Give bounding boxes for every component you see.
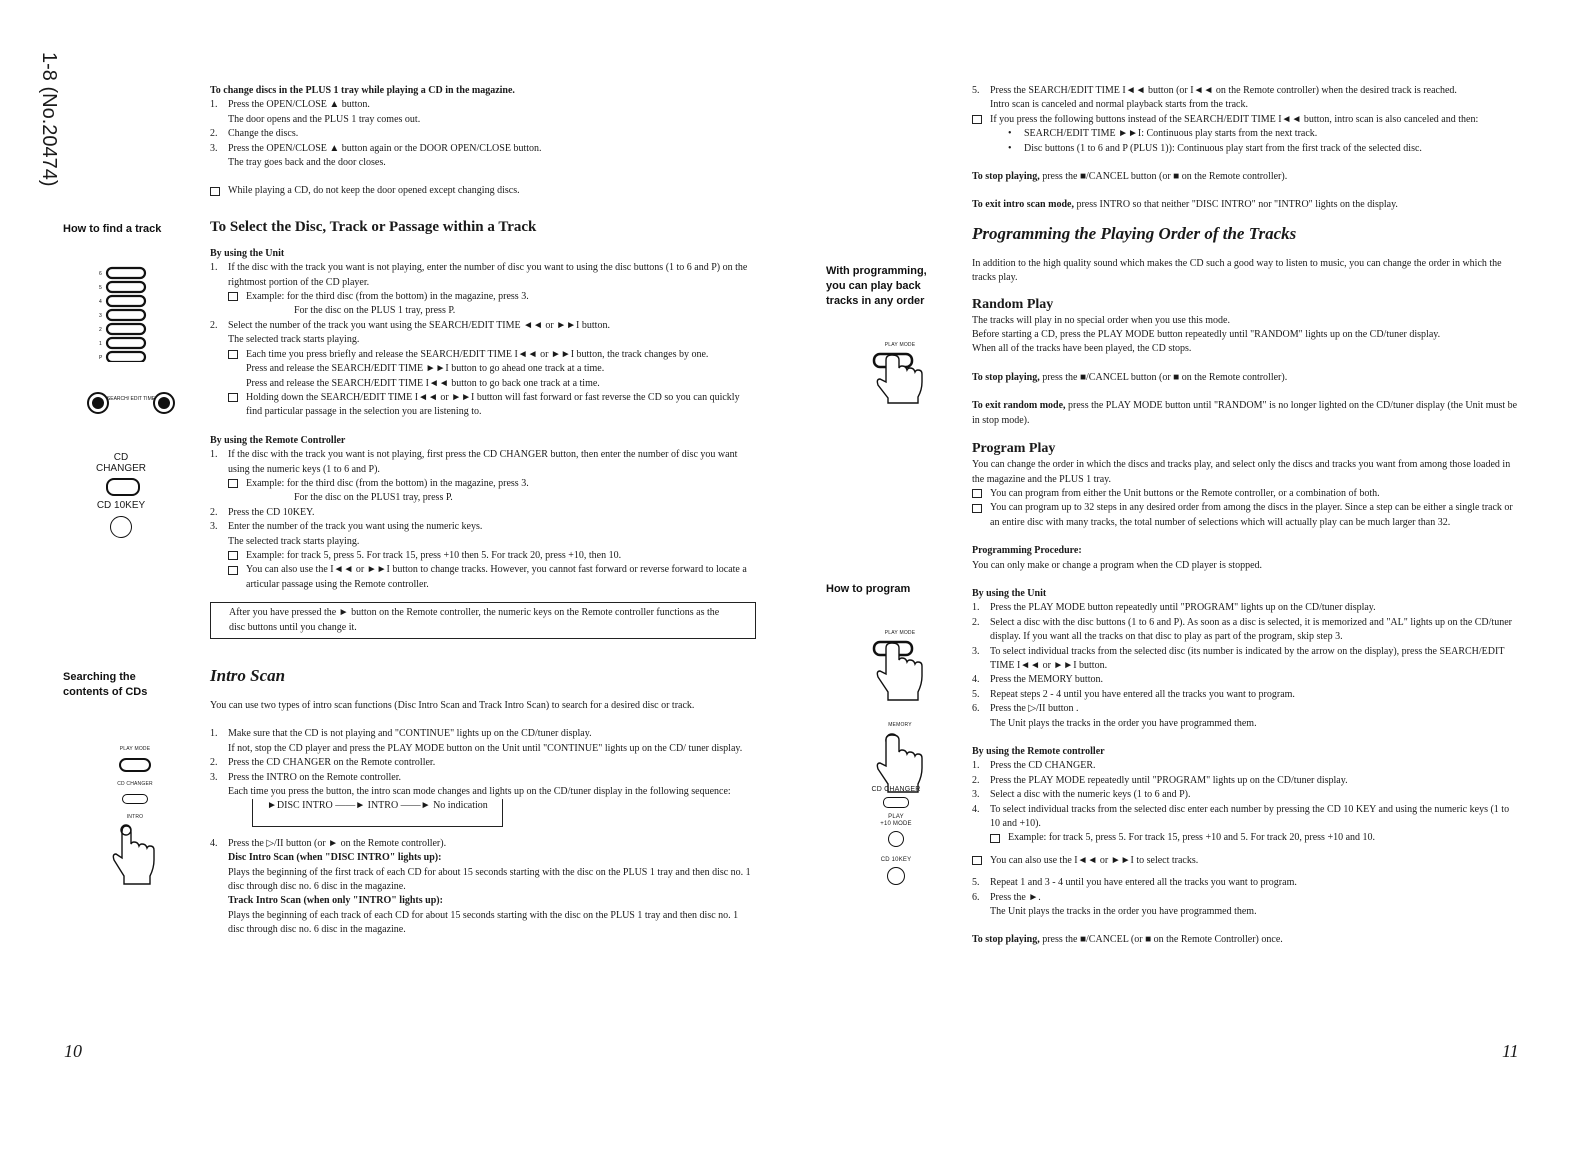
program-unit-step: To select individual tracks from the selected disc (its number is indicated by the arrow on the display), press the SEARCH/EDIT TIME I◄◄ or ►►I button. bbox=[990, 645, 1505, 671]
exit-random-label: To exit random mode, bbox=[972, 400, 1066, 412]
bullet-icon: • bbox=[1008, 128, 1012, 140]
search-edit-label: SEARCH/ EDIT TIME bbox=[106, 396, 156, 402]
program-unit-step: Select a disc with the disc buttons (1 to 6 and P). As soon as a disc is selected, it is memorized and "AL" lights up on the CD/tuner display. If you want all the tracks on that disc to play as part of the program, skip step 3. bbox=[990, 616, 1512, 643]
disc-label: P bbox=[99, 355, 103, 361]
stop-playing-label: To stop playing, bbox=[972, 171, 1040, 183]
exit-random-text: press the PLAY MODE button until "RANDOM" is no longer lighted on the CD/tuner display (the Unit must be in stop mode). bbox=[972, 400, 1518, 426]
intro-remote-illustration bbox=[110, 742, 160, 892]
remote-step-1-example: Example: for the third disc (from the bottom) in the magazine, press 3. bbox=[246, 477, 529, 489]
program-remote-step: Select a disc with the numeric keys (1 to 6 and P). bbox=[990, 789, 1191, 801]
boxed-note: After you have pressed the ► button on the Remote controller, the numeric keys on the Remote controller functions as the disc buttons until you change it. bbox=[210, 602, 756, 639]
stop-playing-text: press the ■/CANCEL (or ■ on the Remote Controller) once. bbox=[1039, 934, 1283, 946]
checkbox-bullet-icon bbox=[990, 834, 1000, 843]
intro-step-2: Press the CD CHANGER on the Remote controller. bbox=[228, 757, 436, 769]
program-remote-note: You can also use the I◄◄ or ►►I to select tracks. bbox=[990, 854, 1199, 866]
play-mode-button-icon bbox=[119, 758, 151, 772]
cd-changer-small-icon bbox=[122, 794, 148, 804]
disc-label: 1 bbox=[99, 341, 102, 347]
cd-10key-button-icon bbox=[110, 516, 132, 538]
intro-lead: You can use two types of intro scan functions (Disc Intro Scan and Track Intro Scan) to search for a desired disc or track. bbox=[210, 700, 695, 711]
change-discs-title: To change discs in the PLUS 1 tray while playing a CD in the magazine. bbox=[210, 85, 515, 96]
procedure-lead: You can only make or change a program when the CD player is stopped. bbox=[972, 559, 1263, 571]
play-mode-label: PLAY MODE bbox=[119, 746, 151, 752]
cd-changer-label: CD CHANGER bbox=[95, 452, 146, 474]
intro-scan-heading: Intro Scan bbox=[210, 666, 286, 685]
cd-10key-small-icon bbox=[887, 867, 905, 885]
program-play-lead: You can change the order in which the discs and tracks play, and select only the discs and tracks you want from among those loaded in the magazine and the PLUS 1 tray. bbox=[972, 459, 1511, 485]
side-heading-find-track: How to find a track bbox=[63, 223, 162, 235]
remote-step-3b: The selected track starts playing. bbox=[228, 535, 360, 547]
checkbox-bullet-icon bbox=[228, 393, 238, 402]
program-play-note-1: You can program from either the Unit buttons or the Remote controller, or a combination of both. bbox=[990, 487, 1380, 499]
unit-step-2: Select the number of the track you want using the SEARCH/EDIT TIME ◄◄ or ►►I button. bbox=[228, 319, 610, 331]
search-edit-illustration bbox=[86, 390, 178, 421]
checkbox-bullet-icon bbox=[228, 551, 238, 560]
play-label: PLAY bbox=[888, 814, 904, 820]
program-unit-step-6b: The Unit plays the tracks in the order you have programmed them. bbox=[990, 717, 1257, 729]
random-play-text-3: When all of the tracks have been played, the CD stops. bbox=[972, 343, 1192, 355]
unit-step-2-note-b: Press and release the SEARCH/EDIT TIME ►►I button to go ahead one track at a time. bbox=[246, 363, 605, 375]
remote-step-1: If the disc with the track you want is not playing, first press the CD CHANGER button, then enter the number of disc you want using the numeric keys (1 to 6 and P). bbox=[228, 449, 738, 475]
program-remote-example: Example: for track 5, press 5. For track 15, press +10 and 5. For track 20, press +10 and 10. bbox=[1008, 832, 1376, 844]
intro-step-1b: If not, stop the CD player and press the PLAY MODE button on the Unit until "CONTINUE" lights up on the CD/ tuner display. bbox=[228, 742, 743, 754]
program-play-note-2: You can program up to 32 steps in any desired order from among the discs in the player. Since a step can be either a single track or an entire disc with many tracks, the total number of selections which will actually play can be much larger than 32. bbox=[990, 502, 1513, 528]
remote-step-2: Press the CD 10KEY. bbox=[228, 506, 315, 518]
side-heading-how-to-program: How to program bbox=[826, 583, 911, 595]
intro-step-5-bullet-1: SEARCH/EDIT TIME ►►I: Continuous play starts from the next track. bbox=[1024, 128, 1318, 140]
stop-playing-label: To stop playing, bbox=[972, 934, 1040, 946]
disc-label: 2 bbox=[99, 327, 102, 333]
page-number-left: 10 bbox=[64, 1041, 82, 1061]
page-number-right: 11 bbox=[1502, 1041, 1519, 1061]
track-intro-text: Plays the beginning of each track of each CD for about 15 seconds starting with the disc on the PLUS 1 tray and then disc no. 1 disc through disc no. 6 disc in the magazine. bbox=[228, 909, 739, 936]
cd-changer-button-icon bbox=[106, 478, 140, 496]
program-unit-illustration bbox=[870, 626, 930, 800]
intro-step-5-note: If you press the following buttons instead of the SEARCH/EDIT TIME I◄◄ button, intro scan is also canceled and then: bbox=[990, 113, 1479, 125]
memory-label: MEMORY bbox=[888, 721, 912, 728]
procedure-title: Programming Procedure: bbox=[972, 545, 1082, 557]
intro-step-5: Press the SEARCH/EDIT TIME I◄◄ button (or I◄◄ on the Remote controller) when the desired track is reached. bbox=[990, 85, 1457, 96]
exit-intro-label: To exit intro scan mode, bbox=[972, 199, 1074, 211]
program-unit-step: Repeat steps 2 - 4 until you have entered all the tracks you want to program. bbox=[990, 688, 1295, 700]
cd-changer-small-icon bbox=[883, 797, 909, 808]
program-remote-step: Press the PLAY MODE repeatedly until "PROGRAM" lights up on the CD/tuner display. bbox=[990, 774, 1348, 786]
checkbox-bullet-icon bbox=[972, 115, 982, 124]
finger-on-play-mode-icon bbox=[870, 640, 930, 702]
stop-playing-text: press the ■/CANCEL button (or ■ on the Remote controller). bbox=[1039, 371, 1288, 383]
intro-label: INTRO bbox=[126, 813, 144, 820]
program-remote-step: Press the CD CHANGER. bbox=[990, 760, 1096, 772]
disc-label: 5 bbox=[99, 285, 102, 291]
bullet-icon: • bbox=[1008, 142, 1012, 154]
change-discs-note: While playing a CD, do not keep the door opened except changing discs. bbox=[228, 185, 520, 197]
program-play-heading: Program Play bbox=[972, 441, 1056, 457]
unit-title: By using the Unit bbox=[210, 247, 285, 259]
finger-on-play-mode-icon bbox=[870, 352, 930, 404]
disc-label: 4 bbox=[99, 299, 102, 305]
random-play-text-1: The tracks will play in no special order when you use this mode. bbox=[972, 314, 1230, 326]
select-heading: To Select the Disc, Track or Passage within a Track bbox=[210, 218, 537, 235]
program-unit-step: Press the PLAY MODE button repeatedly until "PROGRAM" lights up on the CD/tuner display. bbox=[990, 602, 1376, 614]
cd-changer-small-label: CD CHANGER bbox=[871, 786, 921, 793]
program-unit-step: Press the MEMORY button. bbox=[990, 674, 1103, 686]
unit-step-1-example: Example: for the third disc (from the bottom) in the magazine, press 3. bbox=[246, 291, 529, 303]
intro-step-3: Press the INTRO on the Remote controller. bbox=[228, 771, 402, 783]
program-remote-step-6b: The Unit plays the tracks in the order you have programmed them. bbox=[990, 906, 1257, 918]
remote-step-1-example-2: For the disc on the PLUS1 tray, press P. bbox=[294, 492, 453, 504]
intro-step-4: Press the ▷/II button (or ► on the Remote controller). bbox=[228, 837, 447, 849]
unit-step-2-note-2: Holding down the SEARCH/EDIT TIME I◄◄ or ►►I button will fast forward or fast reverse the CD so you can quickly find particular passage in the selection you are listening to. bbox=[246, 391, 740, 418]
remote-title: By using the Remote Controller bbox=[210, 434, 346, 446]
programming-heading: Programming the Playing Order of the Tracks bbox=[972, 223, 1297, 243]
checkbox-bullet-icon bbox=[228, 479, 238, 488]
checkbox-bullet-icon bbox=[210, 187, 220, 196]
intro-sequence: ►DISC INTRO ——► INTRO ——► No indication bbox=[267, 800, 488, 812]
checkbox-bullet-icon bbox=[228, 292, 238, 301]
spine-label: 1-8 (No.20474) bbox=[38, 52, 60, 187]
unit-step-2-note-c: Press and release the SEARCH/EDIT TIME I◄◄ button to go back one track at a time. bbox=[246, 377, 600, 389]
play-mode-label: PLAY MODE bbox=[884, 342, 916, 348]
checkbox-bullet-icon bbox=[972, 504, 982, 513]
program-unit-title: By using the Unit bbox=[972, 587, 1047, 599]
change-discs-step: The door opens and the PLUS 1 tray comes out. bbox=[228, 113, 421, 125]
checkbox-bullet-icon bbox=[972, 489, 982, 498]
change-discs-step: The tray goes back and the door closes. bbox=[228, 157, 386, 169]
remote-step-3-note: You can also use the I◄◄ or ►►I button to change tracks. However, you cannot fast forward or reverse forward to locate a articular passage using the Remote controller. bbox=[246, 564, 747, 590]
program-remote-step: To select individual tracks from the selected disc enter each number by pressing the CD 10 KEY and using the numeric keys (1 to 10 and +10). bbox=[990, 803, 1510, 830]
disc-label: 3 bbox=[99, 313, 102, 319]
program-remote-step: Repeat 1 and 3 - 4 until you have entered all the tracks you want to program. bbox=[990, 877, 1297, 889]
disc-intro-title: Disc Intro Scan (when "DISC INTRO" lights up): bbox=[228, 852, 442, 864]
change-discs-step: Press the OPEN/CLOSE ▲ button again or the DOOR OPEN/CLOSE button. bbox=[228, 142, 542, 154]
right-column: 5. Press the SEARCH/EDIT TIME I◄◄ button (or I◄◄ on the Remote controller) when the desired track is reached. Intro scan is canceled and normal playback starts from the track. If you press the following buttons instead of the SEARCH/EDIT TIME I◄◄ button, intro scan is also canceled and then: • SEARCH/EDIT TIME ►►I: Continuous play starts from the next track. • Disc buttons (1 to 6 and P (PLUS 1)): Continuous play start from the first track of the selected disc. To stop playing, press the ■/CANCEL button (or ■ on the Remote controller). To exit intro scan mode, press INTRO so that neither "DISC INTRO" nor "INTRO" lights on the display. Programming the Playing Order of the Tracks In addition to the high quality sound which makes the CD such a good way to listen to music, you can change the order in which the tracks play. Random Play The tracks will play in no special order when you use this mode. Before starting a CD, press the PLAY MODE button repeatedly until "RANDOM" lights up on the CD/tuner display. When all of the tracks have been played, the CD stops. To stop playing, press the ■/CANCEL button (or ■ on the Remote controller). To exit random mode, press the PLAY MODE button until "RANDOM" is no longer lighted on the CD/tuner display (the Unit must be in stop mode). Program Play You can change the order in which the discs and tracks play, and select only the discs and tracks you want from among those loaded in the magazine and the PLUS 1 tray. You can program from either the Unit buttons or the Remote controller, or a combination of both. You can program up to 32 steps in any desired order from among the discs in the player. Since a step can be either a single track or an entire disc with many tracks, the total number of selections which will actually play can be much larger than 32. Programming Procedure: You can only make or change a program when the CD player is stopped. By using the Unit 1. Press the PLAY MODE button repeatedly until "PROGRAM" lights up on the CD/tuner display. 2. Select a disc with the disc buttons (1 to 6 and P). As soon as a disc is selected, it is memorized and "AL" lights up on the CD/tuner display. If you want all the tracks on that disc to play as part of the program, skip step 3. 3. To select individual tracks from the selected disc (its number is indicated by the arrow on the display), press the SEARCH/EDIT TIME I◄◄ or ►►I button. 4. Press the MEMORY button. 5. Repeat steps 2 - 4 until you have entered all the tracks you want to program. 6. Press the ▷/II button . The Unit plays the tracks in the order you have programmed them. By using the Remote controller 1. Press the CD CHANGER. 2. Press the PLAY MODE repeatedly until "PROGRAM" lights up on the CD/tuner display. 3. Select a disc with the numeric keys (1 to 6 and P). 4. To select individual tracks from the selected disc enter each number by pressing the CD 10 KEY and using the numeric keys (1 to 10 and +10). Example: for track 5, press 5. For track 15, press +10 and 5. For track 20, press +10 and 10. You can also use the I◄◄ or ►►I to select tracks. 5. Repeat 1 and 3 - 4 until you have entered all the tracks you want to program. 6. Press the ►. The Unit plays the tracks in the order you have programmed them. To stop playing, press the ■/CANCEL (or ■ on the Remote Controller) once. bbox=[972, 84, 1520, 948]
exit-intro-text: press INTRO so that neither "DISC INTRO" nor "INTRO" lights on the display. bbox=[1073, 199, 1398, 211]
intro-step-1: Make sure that the CD is not playing and "CONTINUE" lights up on the CD/tuner display. bbox=[228, 728, 592, 740]
finger-on-memory-icon bbox=[870, 732, 930, 794]
checkbox-bullet-icon bbox=[228, 566, 238, 575]
intro-step-5b: Intro scan is canceled and normal playback starts from the track. bbox=[990, 99, 1248, 111]
remote-step-3: Enter the number of the track you want using the numeric keys. bbox=[228, 521, 483, 533]
random-play-heading: Random Play bbox=[972, 296, 1054, 312]
unit-step-1: If the disc with the track you want is not playing, enter the number of disc you want to using the disc buttons (1 to 6 and P) on the rightmost portion of the CD player. bbox=[228, 262, 748, 288]
disc-buttons-illustration bbox=[95, 266, 155, 367]
disc-buttons-icon bbox=[95, 266, 155, 362]
side-heading-with-programming: With programming, you can play back tracks in any order bbox=[826, 265, 927, 307]
remote-step-3-example: Example: for track 5, press 5. For track 15, press +10 then 5. For track 20, press +10, then 10. bbox=[246, 549, 622, 561]
cd-10key-label: CD 10KEY bbox=[96, 500, 146, 511]
checkbox-bullet-icon bbox=[972, 856, 982, 865]
intro-step-5-bullet-2: Disc buttons (1 to 6 and P (PLUS 1)): Continuous play start from the first track of the selected disc. bbox=[1024, 142, 1422, 154]
finger-press-icon bbox=[110, 824, 160, 886]
stop-playing-text: press the ■/CANCEL button (or ■ on the Remote controller). bbox=[1039, 171, 1288, 183]
cd-10key-small-label: CD 10KEY bbox=[880, 857, 912, 863]
program-unit-step: Press the ▷/II button . bbox=[990, 703, 1079, 715]
disc-intro-text: Plays the beginning of the first track of each CD for about 15 seconds starting with the disc on the PLUS 1 tray and then disc no. 1 disc through disc no. 6 disc in the magazine. bbox=[228, 866, 751, 893]
side-heading-searching: Searching the contents of CDs bbox=[63, 671, 148, 698]
stop-playing-label: To stop playing, bbox=[972, 371, 1040, 383]
intro-sequence-diagram bbox=[252, 799, 503, 826]
program-remote-illustration bbox=[868, 786, 924, 885]
program-remote-step: Press the ►. bbox=[990, 891, 1041, 903]
unit-step-2b: The selected track starts playing. bbox=[228, 334, 360, 346]
track-intro-title: Track Intro Scan (when only "INTRO" lights up): bbox=[228, 895, 443, 907]
checkbox-bullet-icon bbox=[228, 350, 238, 359]
intro-step-3b: Each time you press the button, the intro scan mode changes and lights up on the CD/tuner display in the following sequence: bbox=[228, 786, 731, 798]
change-discs-step: Press the OPEN/CLOSE ▲ button. bbox=[228, 99, 370, 111]
change-discs-step: Change the discs. bbox=[228, 128, 299, 140]
cd-changer-small-label: CD CHANGER bbox=[117, 781, 153, 788]
play-mode-label: PLAY MODE bbox=[884, 630, 916, 636]
left-column: To change discs in the PLUS 1 tray while playing a CD in the magazine. 1. Press the OPEN/CLOSE ▲ button. The door opens and the PLUS 1 tray comes out. 2. Change the discs. 3. Press the OPEN/CLOSE ▲ button again or the DOOR OPEN/CLOSE button. The tray goes back and the door closes. While playing a CD, do not keep the door opened except changing discs. To Select the Disc, Track or Passage within a Track By using the Unit 1. If the disc with the track you want is not playing, enter the number of disc you want to using the disc buttons (1 to 6 and P) on the rightmost portion of the CD player. Example: for the third disc (from the bottom) in the magazine, press 3. For the disc on the PLUS 1 tray, press P. 2. Select the number of the track you want using the SEARCH/EDIT TIME ◄◄ or ►►I button. The selected track starts playing. Each time you press briefly and release the SEARCH/EDIT TIME I◄◄ or ►►I button, the track changes by one. Press and release the SEARCH/EDIT TIME ►►I button to go ahead one track at a time. Press and release the SEARCH/EDIT TIME I◄◄ button to go back one track at a time. Holding down the SEARCH/EDIT TIME I◄◄ or ►►I button will fast forward or fast reverse the CD so you can quickly find particular passage in the selection you are listening to. By using the Remote Controller 1. If the disc with the track you want is not playing, first press the CD CHANGER button, then enter the number of disc you want using the numeric keys (1 to 6 and P). Example: for the third disc (from the bottom) in the magazine, press 3. For the disc on the PLUS1 tray, press P. 2. Press the CD 10KEY. 3. Enter the number of the track you want using the numeric keys. The selected track starts playing. Example: for track 5, press 5. For track 15, press +10 then 5. For track 20, press +10, then 10. You can also use the I◄◄ or ►►I button to change tracks. However, you cannot fast forward or reverse forward to locate a articular passage using the Remote controller. After you have pressed the ► button on the Remote controller, the numeric keys on the Remote controller functions as the disc buttons until you change it. Intro Scan You can use two types of intro scan functions (Disc Intro Scan and Track Intro Scan) to search for a desired disc or track. 1. Make sure that the CD is not playing and "CONTINUE" lights up on the CD/tuner display. If not, stop the CD player and press the PLAY MODE button on the Unit until "CONTINUE" lights up on the CD/ tuner display. 2. Press the CD CHANGER on the Remote controller. 3. Press the INTRO on the Remote controller. Each time you press the button, the intro scan mode changes and lights up on the CD/tuner display in the following sequence: ►DISC INTRO ——► INTRO ——► No indication 4. Press the ▷/II button (or ► on the Remote controller). Disc Intro Scan (when "DISC INTRO" lights up): Plays the beginning of the first track of each CD for about 15 seconds starting with the disc on the PLUS 1 tray and then disc no. 1 disc through disc no. 6 disc in the magazine. Track Intro Scan (when only "INTRO" lights up): Plays the beginning of each track of each CD for about 15 seconds starting with the disc on the PLUS 1 tray and then disc no. 1 disc through disc no. 6 disc in the magazine. bbox=[210, 84, 756, 938]
plus10-label: +10 MODE bbox=[880, 821, 912, 827]
programming-lead: In addition to the high quality sound which makes the CD such a good way to listen to music, you can change the order in which the tracks play. bbox=[972, 257, 1502, 284]
unit-step-2-note: Each time you press briefly and release the SEARCH/EDIT TIME I◄◄ or ►►I button, the track changes by one. bbox=[246, 348, 709, 360]
random-play-text-2: Before starting a CD, press the PLAY MODE button repeatedly until "RANDOM" lights up on the CD/tuner display. bbox=[972, 329, 1441, 341]
disc-label: 6 bbox=[99, 271, 102, 277]
plus10-button-icon bbox=[888, 831, 904, 847]
unit-step-1-example-2: For the disc on the PLUS 1 tray, press P. bbox=[294, 305, 456, 317]
program-remote-title: By using the Remote controller bbox=[972, 746, 1105, 757]
random-play-illustration bbox=[870, 338, 930, 410]
search-edit-icon bbox=[86, 390, 178, 416]
